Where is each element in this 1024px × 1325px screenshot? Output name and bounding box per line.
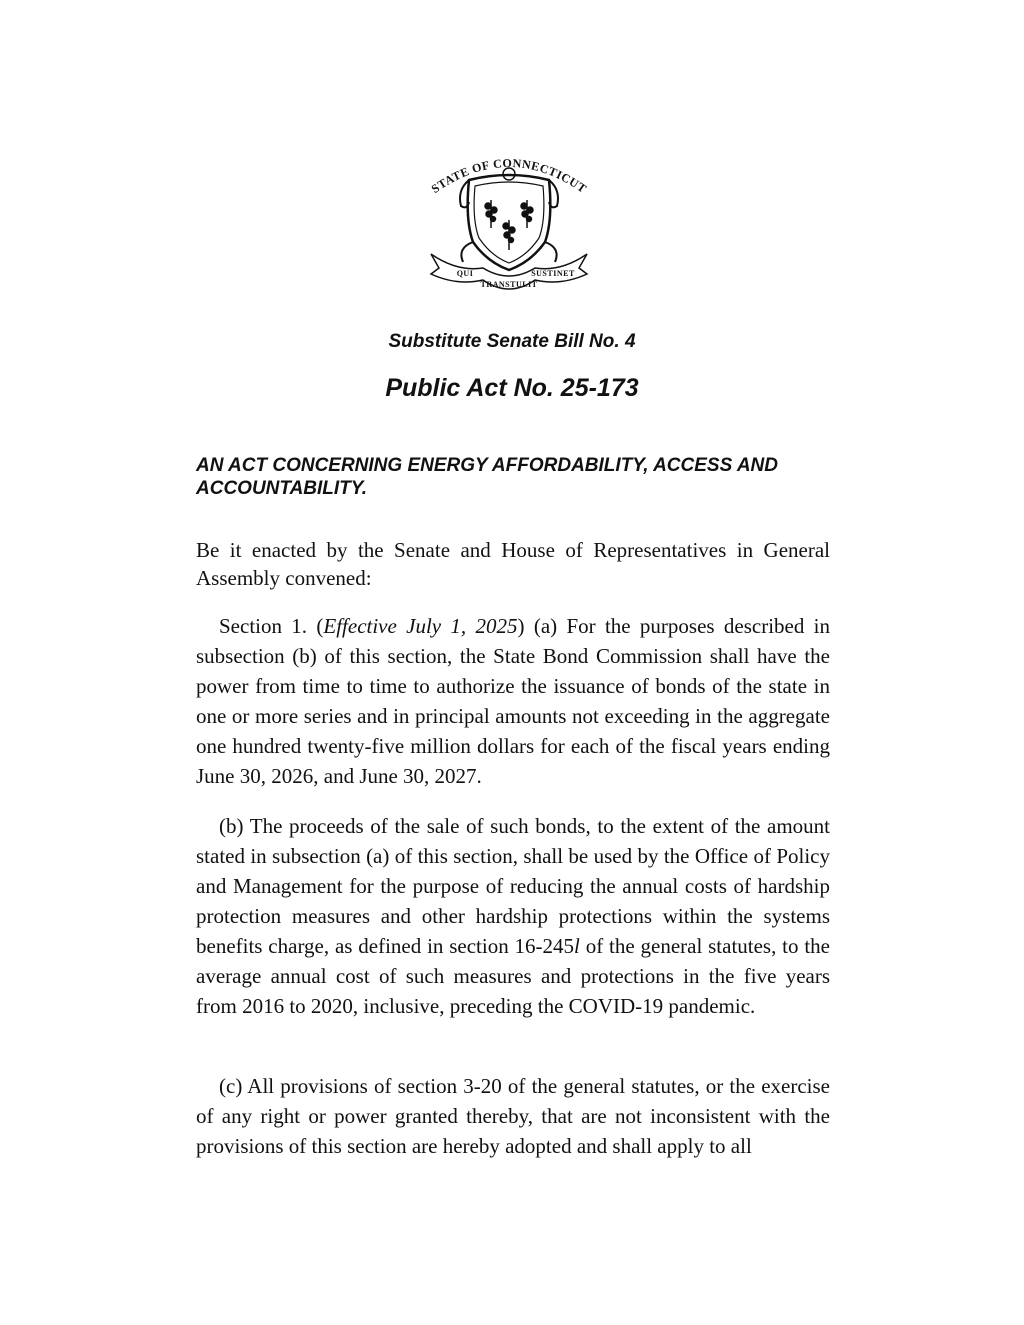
- seal-motto-middle: TRANSTULIT: [480, 280, 538, 289]
- seal-state-name: STATE OF CONNECTICUT: [428, 155, 590, 196]
- subsection-b-italic: l: [574, 934, 580, 958]
- section-1-lead: Section 1. (: [219, 614, 324, 638]
- seal-motto-left: QUI: [456, 269, 474, 278]
- section-1-subsection-a: [196, 611, 830, 791]
- act-title-line1: AN ACT CONCERNING ENERGY AFFORDABILITY, ACCESS AND: [196, 455, 778, 476]
- subsection-a-text: ) (a) For the purposes described in subsection (b) of this section, the State Bond Commission shall have the power from time to time to authorize the issuance of bonds of the state in one or more series and in principal amounts not exceeding in the aggregate one hundred twenty-five million dollars for each of the fiscal years ending June 30, 2026, and June 30, 2027.: [196, 614, 830, 788]
- subsection-b-text-2: of the general statutes, to the average annual cost of such measures and protections in the five years from 2016 to 2020, inclusive, preceding the COVID-19 pandemic.: [196, 934, 830, 1018]
- bill-subtitle: Substitute Senate Bill No. 4: [388, 331, 636, 352]
- section-1-subsection-c: (c) All provisions of section 3-20 of the general statutes, or the exercise of any right or power granted thereby, that are not inconsistent with the provisions of this section are hereby adopted and shall apply to all: [196, 1074, 830, 1158]
- enacting-clause: Be it enacted by the Senate and House of Representatives in General Assembly convened:: [196, 538, 830, 590]
- effective-date: Effective July 1, 2025: [323, 614, 518, 638]
- section-1-subsection-b: [196, 811, 830, 1021]
- act-title: [196, 454, 830, 500]
- seal-motto-right: SUSTINET: [531, 269, 575, 278]
- subsection-b-text-1: (b) The proceeds of the sale of such bonds, to the extent of the amount stated in subsection (a) of this section, shall be used by the Office of Policy and Management for the purpose of reducing the annual costs of hardship protection measures and other hardship protections within the systems benefits charge, as defined in section 16-245: [196, 814, 830, 958]
- public-act-number: Public Act No. 25-173: [385, 374, 639, 402]
- state-seal: [427, 150, 591, 298]
- act-title-line2: ACCOUNTABILITY.: [196, 478, 367, 499]
